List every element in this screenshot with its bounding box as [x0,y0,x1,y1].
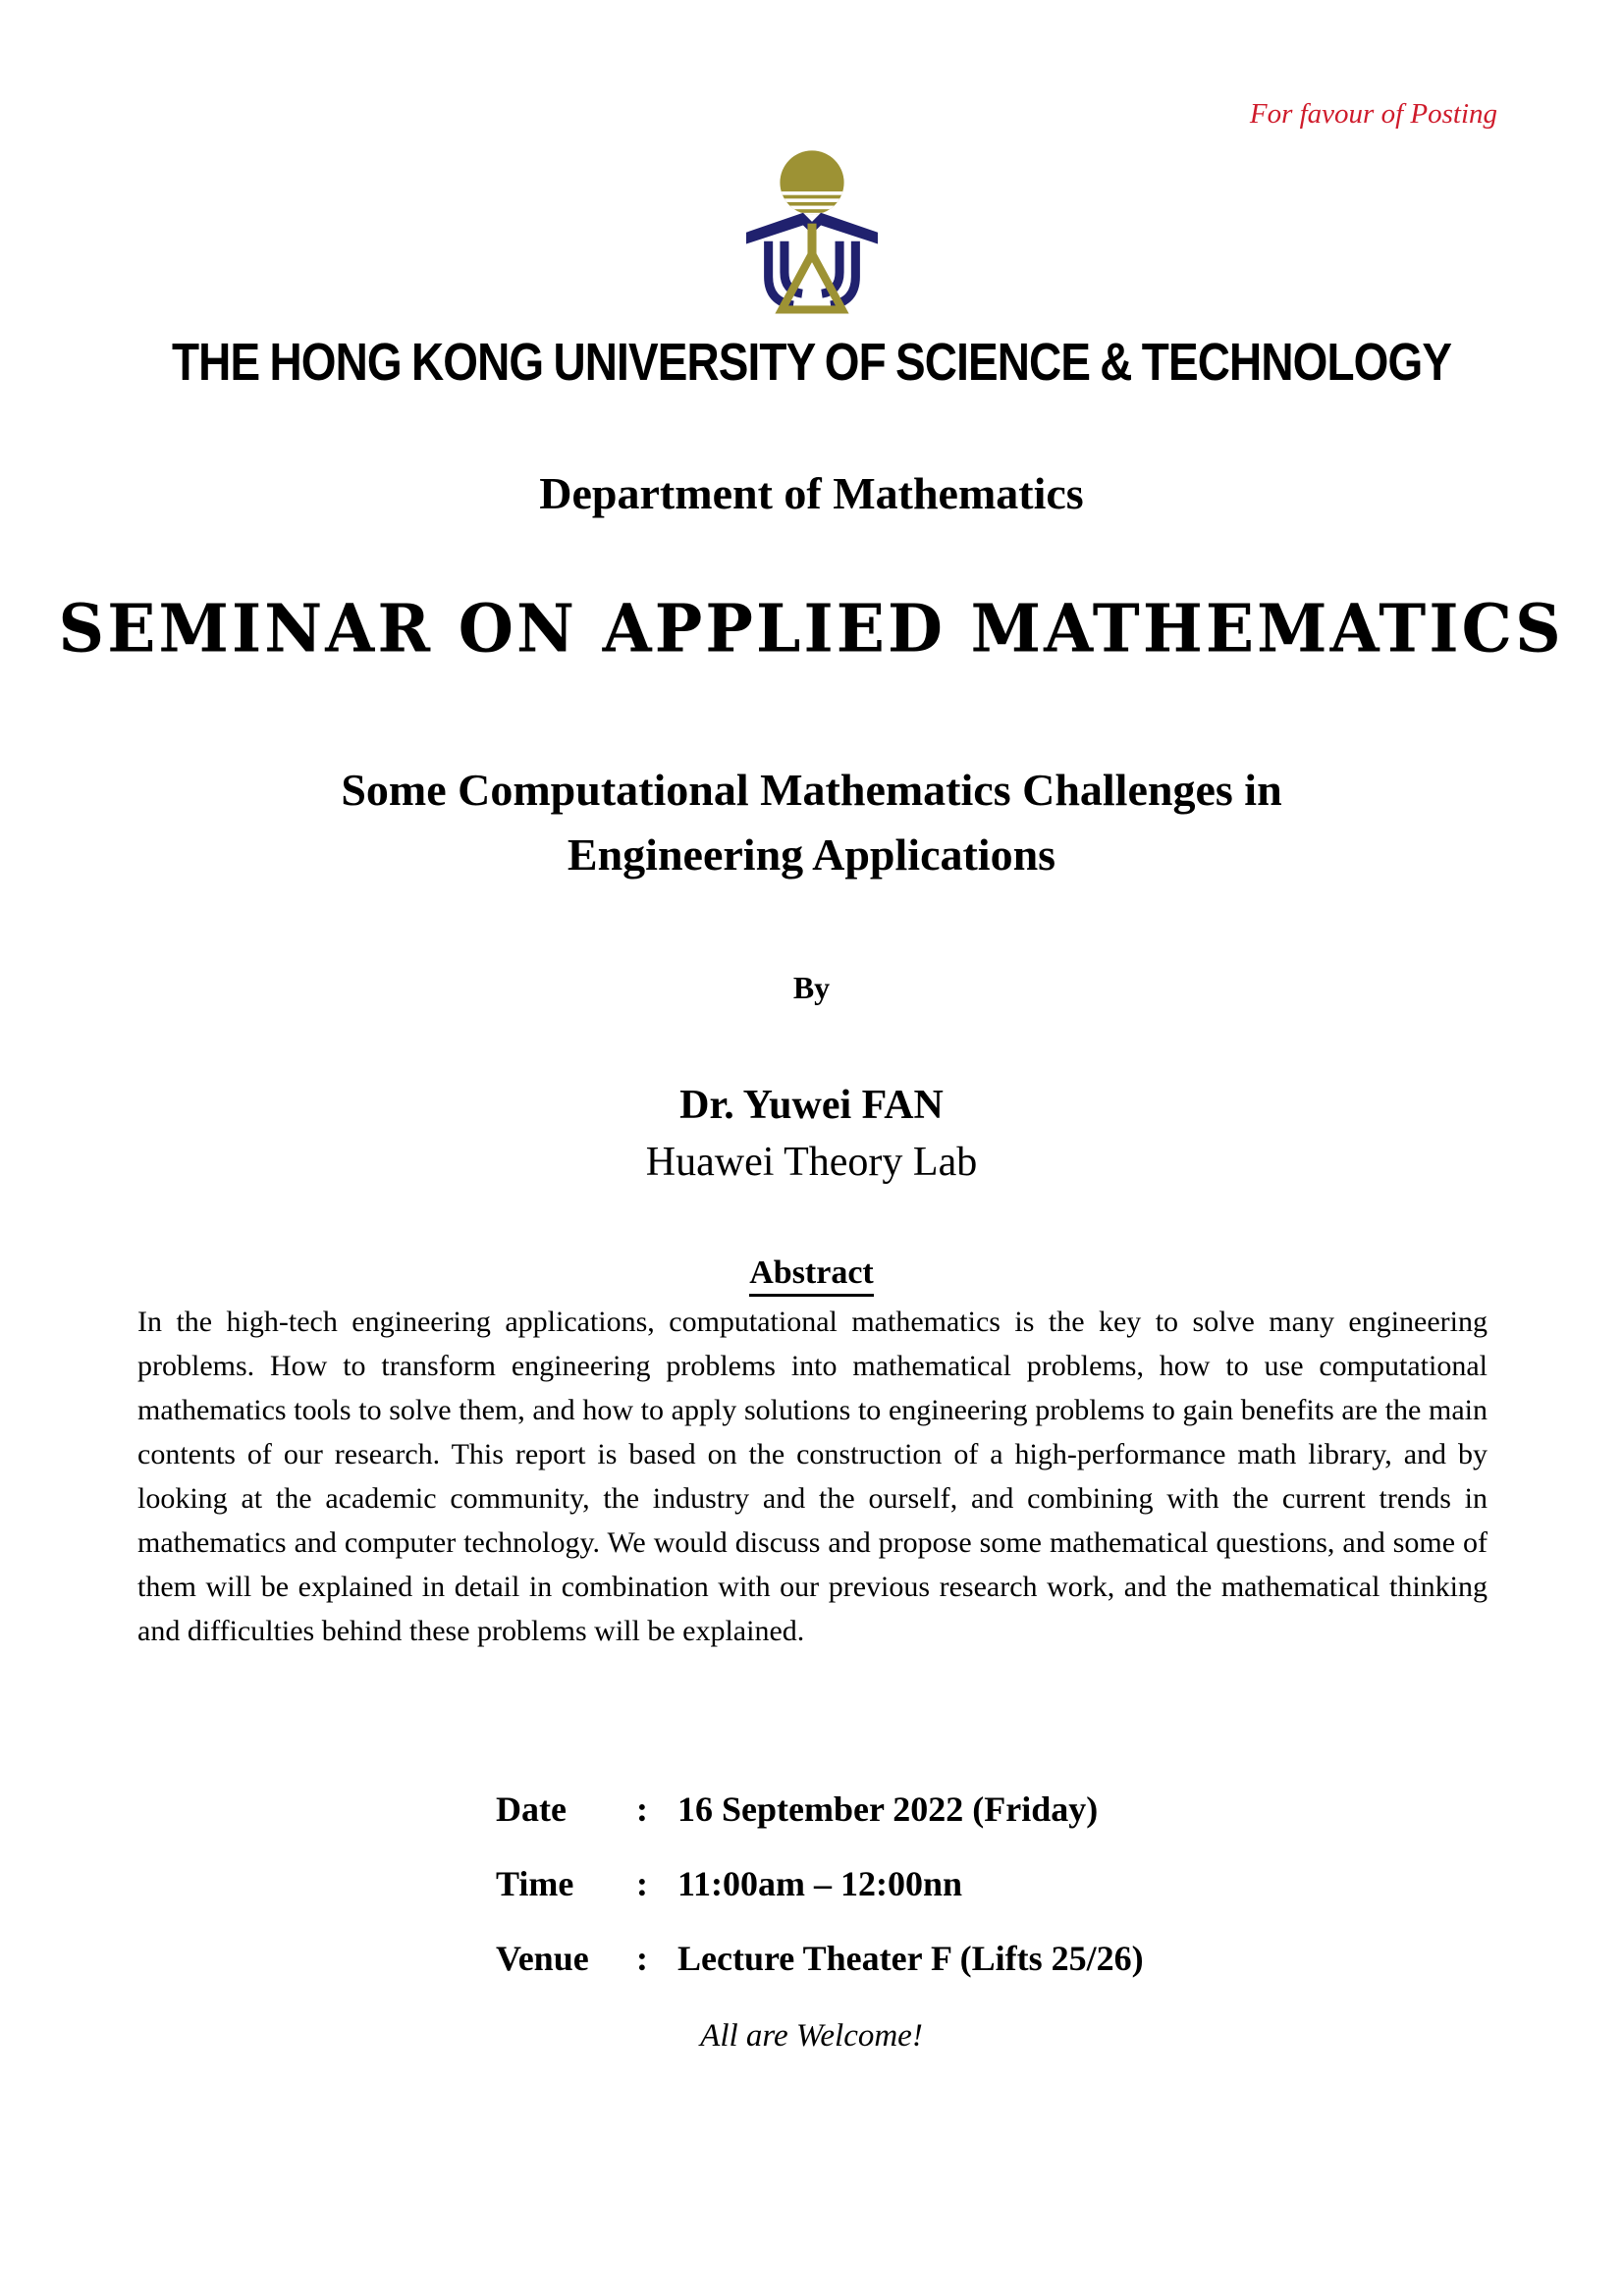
venue-value: Lecture Theater F (Lifts 25/26) [677,1939,1144,1978]
time-separator: : [636,1864,648,1903]
talk-title: Some Computational Mathematics Challenges in Engineering Applications [341,765,1282,880]
date-separator: : [636,1789,648,1829]
speaker-name: Dr. Yuwei FAN [679,1083,944,1128]
logo-sun-icon [780,150,843,214]
department-name: Department of Mathematics [539,468,1084,518]
time-value: 11:00am – 12:00nn [677,1864,963,1903]
by-label: By [792,970,831,1005]
logo-container [0,145,1623,319]
welcome-note: All are Welcome! [700,2018,923,2054]
abstract-body: In the high-tech engineering applications, computational mathematics is the key to solve many engineering problems. How to transform engineering problems into mathematical problems, how to use computational mathematics tools to solve them, and how to apply solutions to engineering problems to gain benefits are the main contents of our research. This report is based on the construction of a high-performance math library, and by looking at the academic community, the industry and the ourself, and combining with the current trends in mathematics and computer technology. We would discuss and propose some mathematical questions, and some of them will be explained in detail in combination with our previous research work, and the mathematical thinking and difficulties behind these problems will be explained. [137,1306,1488,1647]
detail-row-time [496,1861,1144,1906]
date-value: 16 September 2022 (Friday) [677,1789,1099,1829]
time-label: Time [496,1864,574,1903]
detail-row-date [496,1787,1144,1832]
university-name: THE HONG KONG UNIVERSITY OF SCIENCE & TECHNOLOGY [171,333,1452,392]
detail-row-venue [496,1936,1144,1981]
seminar-series-title: SEMINAR ON APPLIED MATHEMATICS [58,590,1565,667]
venue-label: Venue [496,1939,589,1978]
venue-separator: : [636,1939,648,1978]
hkust-logo-icon [738,145,886,314]
logo-flask-icon [782,224,842,310]
abstract-heading: Abstract [0,1255,1623,1297]
speaker-affiliation: Huawei Theory Lab [645,1140,978,1185]
event-details [496,1787,1144,2010]
date-label: Date [496,1789,567,1829]
posting-note: For favour of Posting [1249,98,1497,130]
